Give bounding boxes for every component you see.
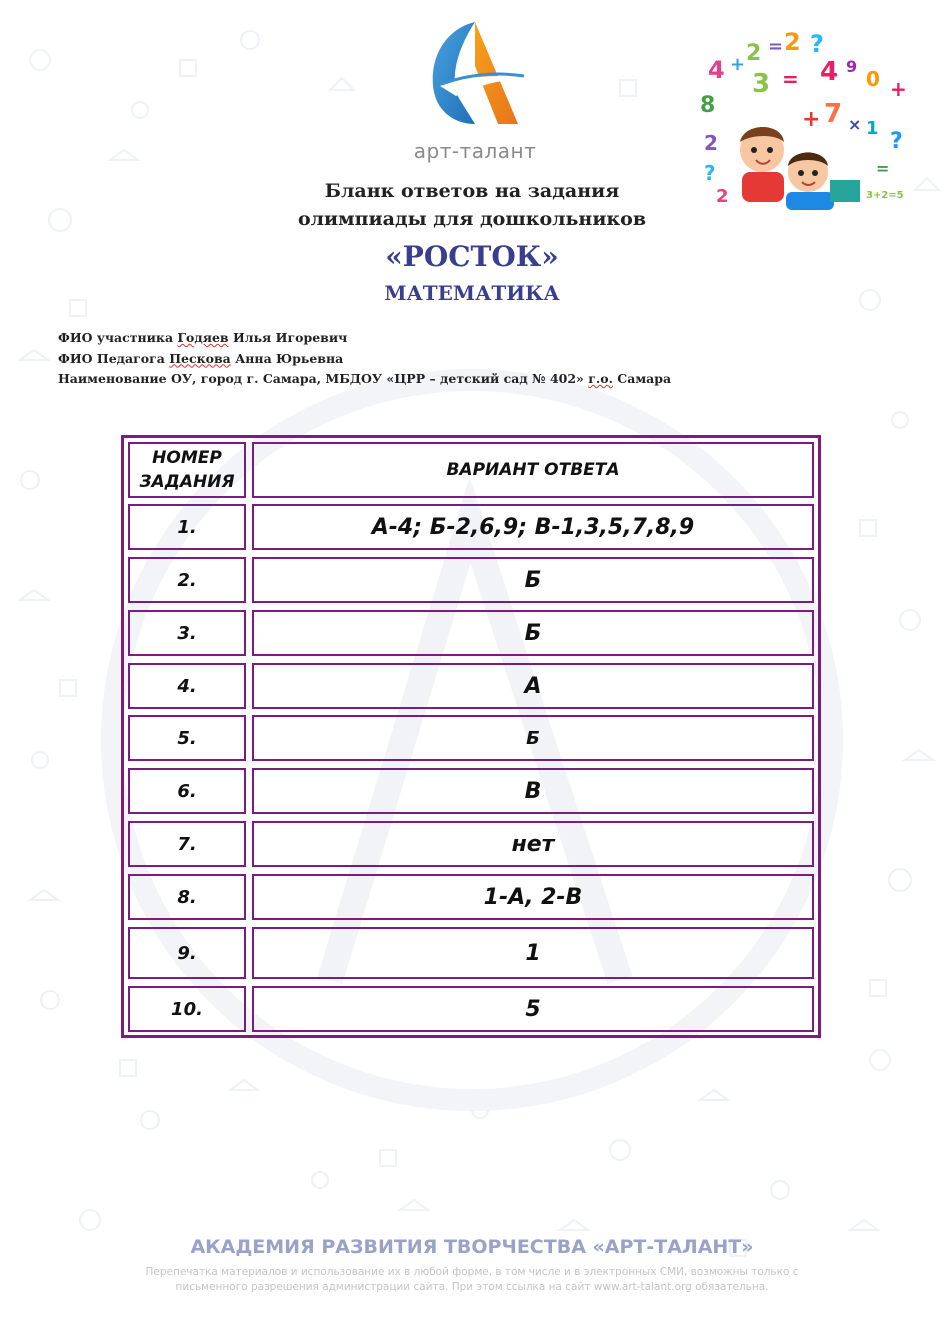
task-number-cell: 9.	[128, 927, 246, 979]
svg-text:0: 0	[866, 67, 880, 91]
svg-text:1: 1	[866, 118, 879, 139]
table-row	[128, 663, 814, 709]
participant-info	[58, 328, 671, 390]
svg-text:9: 9	[846, 57, 858, 76]
svg-text:8: 8	[700, 93, 716, 118]
teacher-surname: Пескова	[169, 350, 231, 366]
answer-cell: 1	[252, 927, 814, 979]
table-row	[128, 557, 814, 603]
svg-text:+: +	[730, 54, 746, 75]
footer-copyright-note	[90, 1265, 854, 1295]
header-answer-cell: ВАРИАНТ ОТВЕТА	[252, 442, 814, 498]
answer-cell: нет	[252, 821, 814, 867]
svg-text:?: ?	[704, 161, 716, 185]
answer-cell: 1-А, 2-В	[252, 874, 814, 920]
subject-title: МАТЕМАТИКА	[384, 281, 560, 305]
olympiad-title: «РОСТОК»	[385, 240, 559, 273]
svg-text:4: 4	[708, 56, 725, 84]
svg-text:7: 7	[824, 99, 843, 129]
header-line-1: Бланк ответов на задания	[324, 180, 620, 202]
task-number-cell: 7.	[128, 821, 246, 867]
answers-table	[121, 435, 821, 1038]
logo-text: арт-талант	[413, 139, 537, 163]
svg-text:=: =	[782, 67, 799, 91]
school-text: Наименование ОУ, город г. Самара, МБДОУ «ЦРР – детский сад № 402»	[58, 371, 589, 386]
table-header-row	[128, 442, 814, 498]
teacher-label: ФИО Педагога	[58, 350, 170, 366]
table-row	[128, 874, 814, 920]
header-line-2: олимпиады для дошкольников	[297, 208, 647, 230]
svg-text:2: 2	[716, 186, 729, 207]
task-number-cell: 10.	[128, 986, 246, 1032]
table-row	[128, 768, 814, 814]
art-talant-logo	[400, 14, 550, 164]
participant-name: Илья Игоревич	[228, 330, 348, 345]
school-abbrev: г.о.	[588, 371, 613, 386]
task-number-cell: 8.	[128, 874, 246, 920]
answer-cell: Б	[252, 557, 814, 603]
svg-text:+: +	[890, 77, 907, 101]
logo-emblem	[420, 14, 530, 129]
svg-text:2: 2	[704, 131, 718, 155]
task-number-cell: 4.	[128, 663, 246, 709]
teacher-line	[58, 349, 671, 370]
header-number-line2: ЗАДАНИЯ	[139, 472, 235, 492]
participant-line	[58, 328, 671, 349]
svg-text:×: ×	[848, 115, 862, 134]
task-number-cell: 3.	[128, 610, 246, 656]
school-city: Самара	[612, 371, 672, 386]
table-row	[128, 821, 814, 867]
header-number-cell	[128, 442, 246, 498]
participant-label: ФИО участника	[58, 330, 178, 345]
answer-cell: Б	[252, 610, 814, 656]
footer-academy-title: АКАДЕМИЯ РАЗВИТИЯ ТВОРЧЕСТВА «АРТ-ТАЛАНТ»	[190, 1236, 754, 1258]
table-row	[128, 927, 814, 979]
participant-surname: Годяев	[177, 330, 229, 345]
svg-text:=: =	[876, 159, 890, 178]
svg-text:=: =	[768, 36, 784, 57]
task-number-cell: 5.	[128, 715, 246, 761]
svg-text:2: 2	[784, 30, 801, 56]
svg-text:4: 4	[820, 57, 839, 87]
svg-text:+: +	[802, 107, 821, 132]
answer-cell: 5	[252, 986, 814, 1032]
answer-cell: А	[252, 663, 814, 709]
answer-cell: В	[252, 768, 814, 814]
table-row	[128, 986, 814, 1032]
answer-cell: А-4; Б-2,6,9; В-1,3,5,7,8,9	[252, 504, 814, 550]
school-line	[58, 369, 671, 390]
table-row	[128, 610, 814, 656]
answer-cell: Б	[252, 715, 814, 761]
table-row	[128, 504, 814, 550]
teacher-name: Анна Юрьевна	[230, 350, 344, 366]
svg-text:2: 2	[746, 41, 762, 66]
svg-text:?: ?	[890, 129, 903, 154]
footer-note-line-2: письменного разрешения администрации сайта. При этом ссылка на сайт www.art-talant.org обязательна.	[175, 1281, 769, 1293]
footer-note-line-1: Перепечатка материалов и использование их в любой форме, в том числе и в электронных СМИ, возможны только с	[145, 1266, 799, 1278]
task-number-cell: 2.	[128, 557, 246, 603]
svg-text:3+2=5: 3+2=5	[866, 190, 904, 201]
svg-text:?: ?	[810, 30, 824, 58]
task-number-cell: 6.	[128, 768, 246, 814]
table-row	[128, 715, 814, 761]
header-number-line1: НОМЕР	[152, 448, 222, 468]
task-number-cell: 1.	[128, 504, 246, 550]
svg-text:3: 3	[752, 69, 771, 99]
